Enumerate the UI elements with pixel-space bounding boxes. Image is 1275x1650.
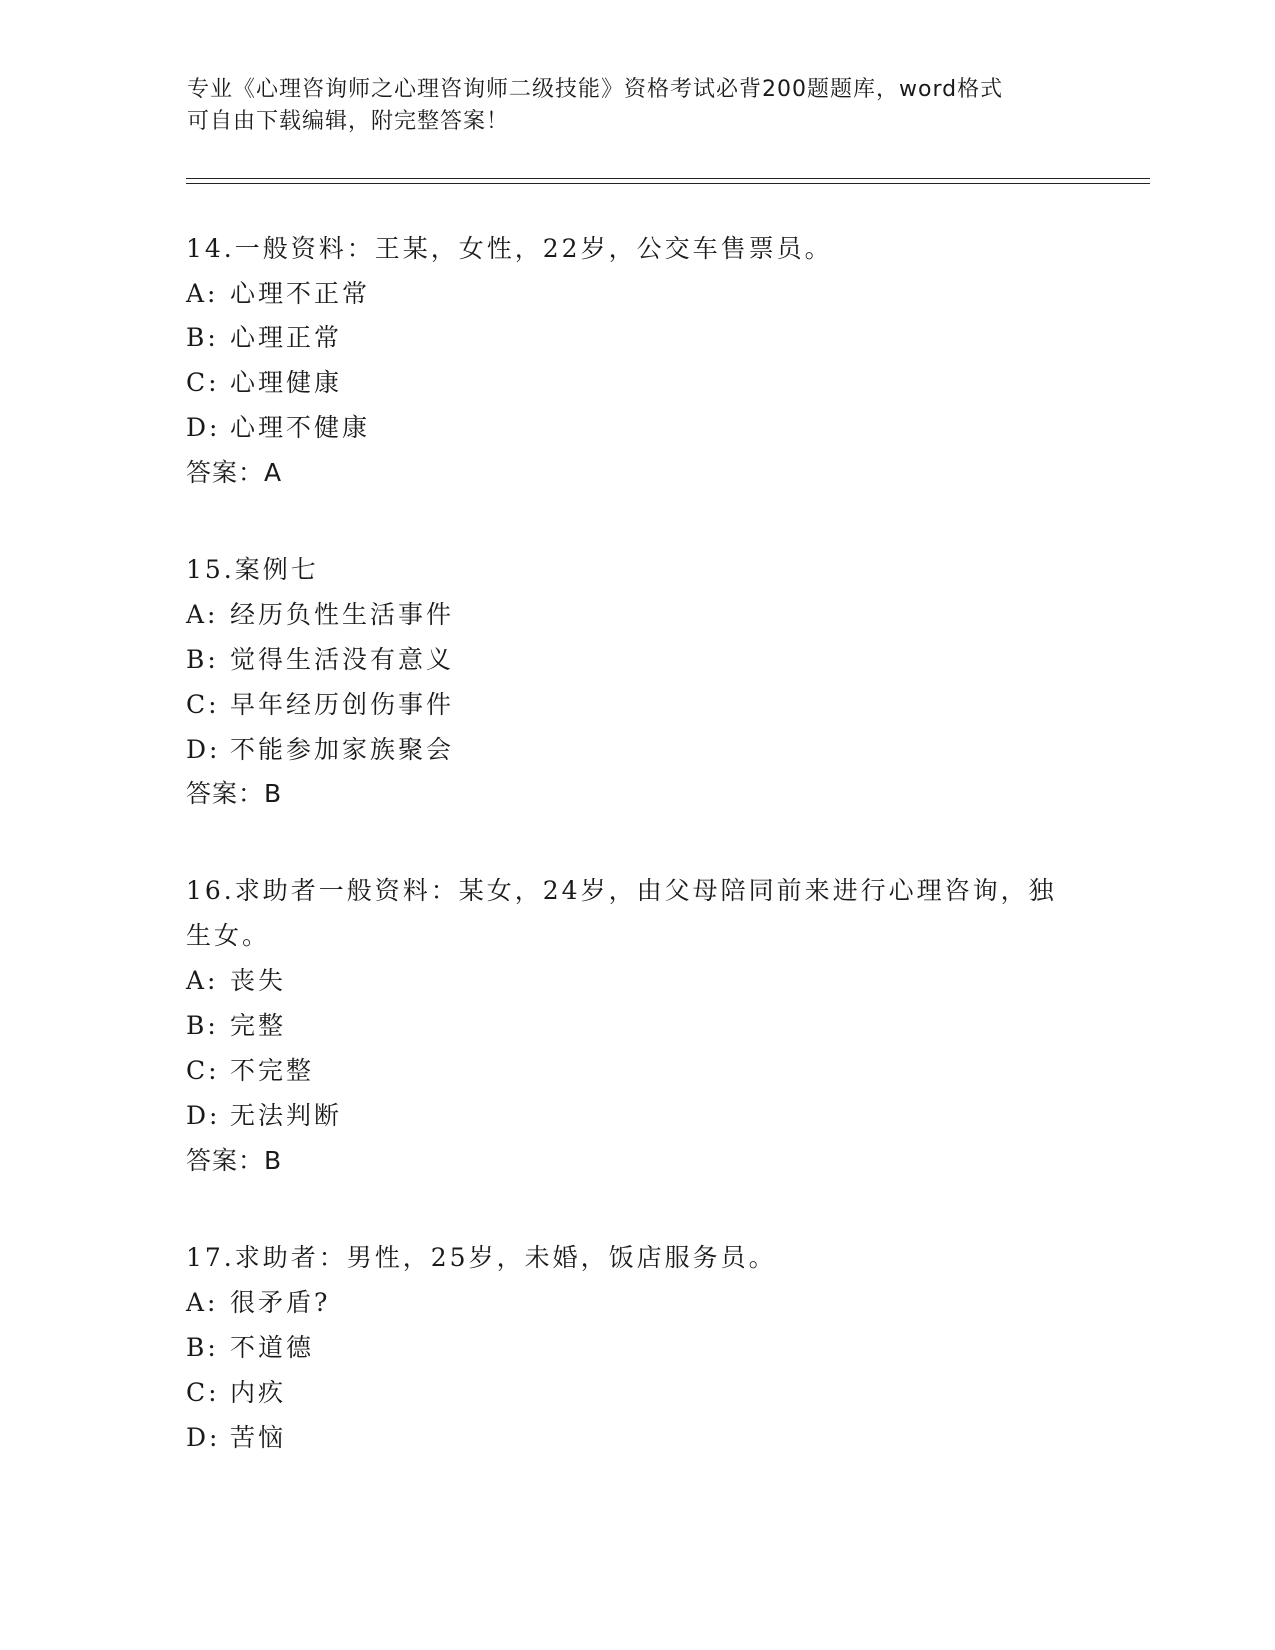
option-letter: C: [186,368,220,397]
option-text: 不道德 [230,1333,315,1362]
option-text: 心理不健康 [230,413,371,442]
option-text: 很矛盾? [230,1288,331,1317]
answer-line: 答案：B [186,1146,283,1175]
option-b [186,1333,314,1363]
question-stem: 15.案例七 [186,555,319,584]
question-stem: 17.求助者：男性，25岁，未婚，饭店服务员。 [186,1243,777,1272]
option-a [186,279,370,309]
header-divider-bottom [186,183,1150,184]
option-text: 心理不正常 [230,279,371,308]
option-letter: A: [186,966,219,995]
option-text: 心理正常 [230,323,343,352]
header-line-1: 专业《心理咨询师之心理咨询师二级技能》资格考试必背200题题库，word格式 [187,77,1004,102]
question-stem: 14.一般资料：王某，女性，22岁，公交车售票员。 [186,234,833,263]
option-text: 无法判断 [230,1101,343,1130]
option-text: 丧失 [230,966,287,995]
option-text: 经历负性生活事件 [230,600,455,629]
option-text: 不完整 [230,1056,315,1085]
option-b [186,323,342,353]
question-stem-continued: 生女。 [186,921,271,950]
option-b [186,645,454,675]
option-d [186,413,370,443]
question-stem: 16.求助者一般资料：某女，24岁，由父母陪同前来进行心理咨询，独 [186,876,1057,905]
option-letter: A: [186,1288,219,1317]
option-letter: B: [186,1011,219,1040]
header-divider-top [186,178,1150,179]
option-text: 早年经历创伤事件 [230,690,455,719]
answer-line: 答案：A [186,458,283,487]
option-letter: D: [186,1423,221,1452]
option-letter: B: [186,1333,219,1362]
option-a [186,966,286,996]
option-c [186,1378,286,1408]
answer-line: 答案：B [186,779,283,808]
option-letter: A: [186,600,219,629]
option-text: 心理健康 [230,368,343,397]
option-a [186,600,454,630]
option-d [186,1423,286,1453]
option-c [186,1056,314,1086]
option-text: 完整 [230,1011,287,1040]
option-letter: D: [186,735,221,764]
option-letter: D: [186,1101,221,1130]
option-text: 不能参加家族聚会 [230,735,455,764]
option-text: 苦恼 [230,1423,287,1452]
header-line-2: 可自由下载编辑，附完整答案！ [187,109,510,134]
option-a [186,1288,330,1318]
option-c [186,368,342,398]
option-letter: C: [186,1056,220,1085]
option-letter: B: [186,323,219,352]
option-text: 觉得生活没有意义 [230,645,455,674]
option-d [186,1101,342,1131]
option-b [186,1011,286,1041]
option-letter: A: [186,279,219,308]
option-letter: C: [186,1378,220,1407]
option-letter: B: [186,645,219,674]
option-letter: D: [186,413,221,442]
option-letter: C: [186,690,220,719]
option-c [186,690,454,720]
option-d [186,735,454,765]
option-text: 内疚 [230,1378,287,1407]
document-header [187,74,1087,138]
